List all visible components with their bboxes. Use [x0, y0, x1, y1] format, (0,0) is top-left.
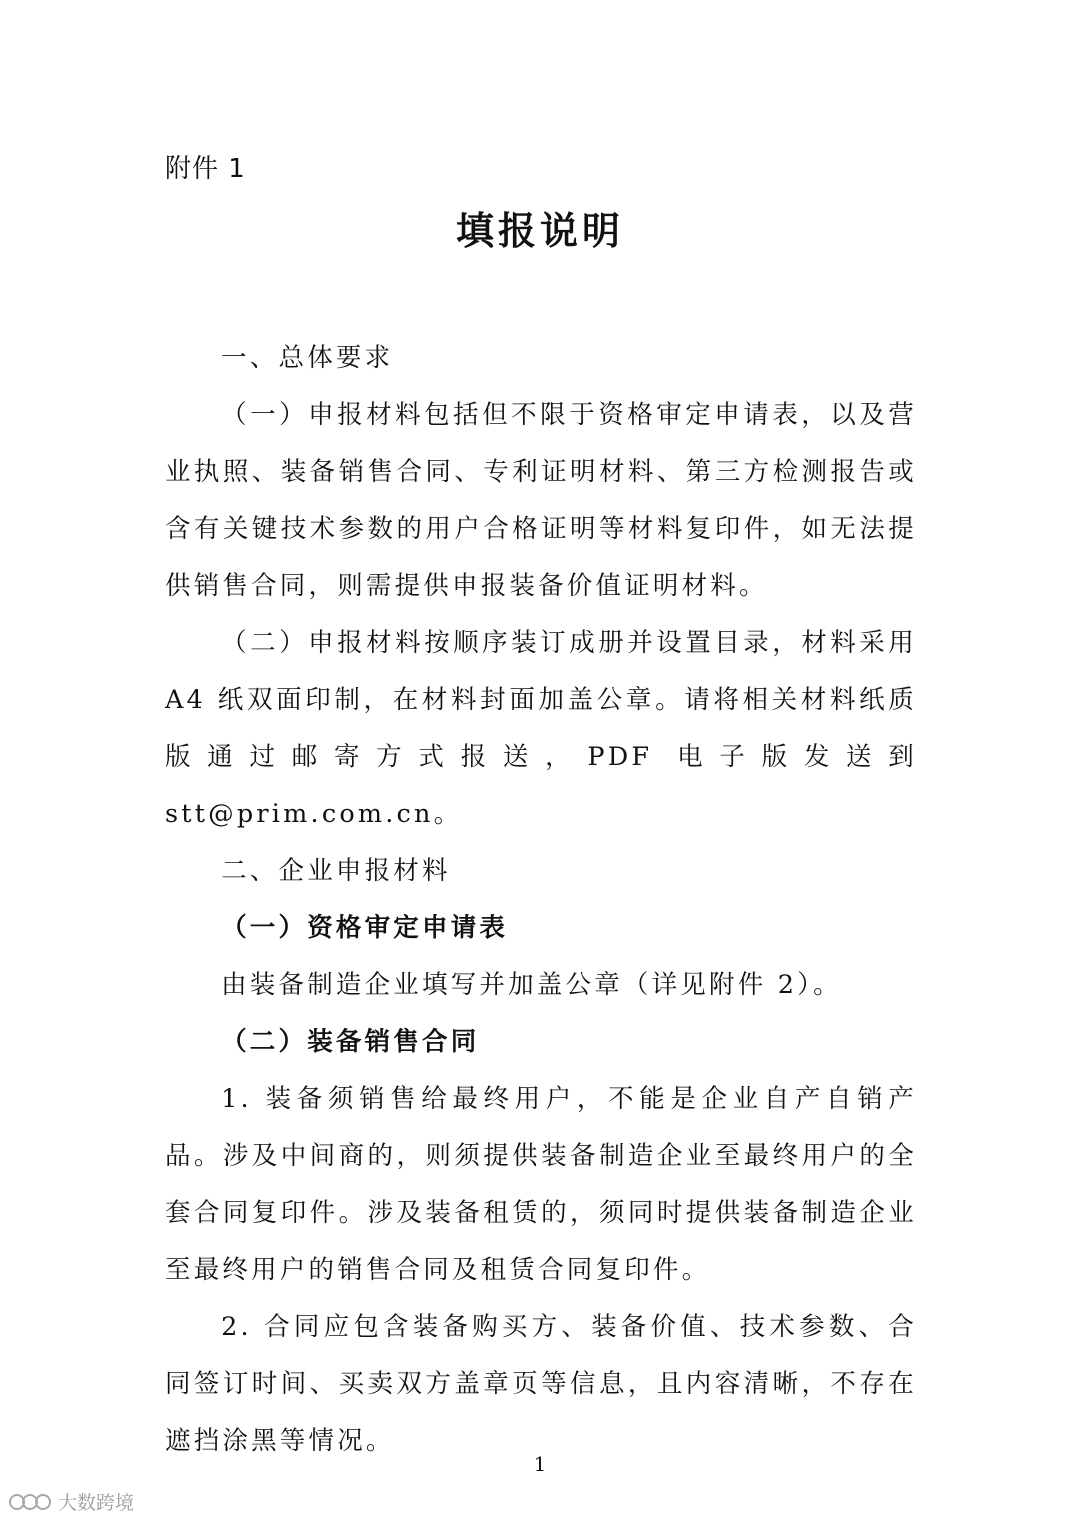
- section-1-heading: 一、总体要求: [221, 343, 394, 373]
- section-2-sub1-paragraph: 由装备制造企业填写并加盖公章（详见附件 2）。: [221, 970, 842, 1000]
- section-1-paragraph-1: （一）申报材料包括但不限于资格审定申请表，以及营业执照、装备销售合同、专利证明材料、第三方检测报告或含有关键技术参数的用户合格证明等材料复印件，如无法提供销售合同，则需提供申报装备价值证明材料。: [165, 400, 917, 601]
- attachment-label: 附件 1: [165, 154, 246, 184]
- document-body: [165, 330, 917, 1470]
- section-2-sub2-paragraph-2: 2. 合同应包含装备购买方、装备价值、技术参数、合同签订时间、买卖双方盖章页等信息，且内容清晰，不存在遮挡涂黑等情况。: [165, 1312, 917, 1456]
- section-2-heading: 二、企业申报材料: [221, 856, 451, 886]
- section-1-paragraph-2: （二）申报材料按顺序装订成册并设置目录，材料采用A4 纸双面印制，在材料封面加盖公章。请将相关材料纸质版通过邮寄方式报送，PDF 电子版发送到 stt@prim.com.cn。: [165, 628, 917, 829]
- section-2-sub2-paragraph-1: 1. 装备须销售给最终用户，不能是企业自产自销产品。涉及中间商的，则须提供装备制造企业至最终用户的全套合同复印件。涉及装备租赁的，须同时提供装备制造企业至最终用户的销售合同及租赁合同复印件。: [165, 1084, 917, 1285]
- watermark-text: 大数跨境: [58, 1492, 135, 1514]
- page-number: 1: [533, 1452, 547, 1476]
- watermark-logo-icon: [8, 1489, 52, 1515]
- section-2-subheading-1: （一）资格审定申请表: [221, 913, 509, 943]
- watermark: [8, 1488, 134, 1515]
- section-2-subheading-2: （二）装备销售合同: [221, 1027, 480, 1057]
- document-title: 填报说明: [455, 209, 624, 253]
